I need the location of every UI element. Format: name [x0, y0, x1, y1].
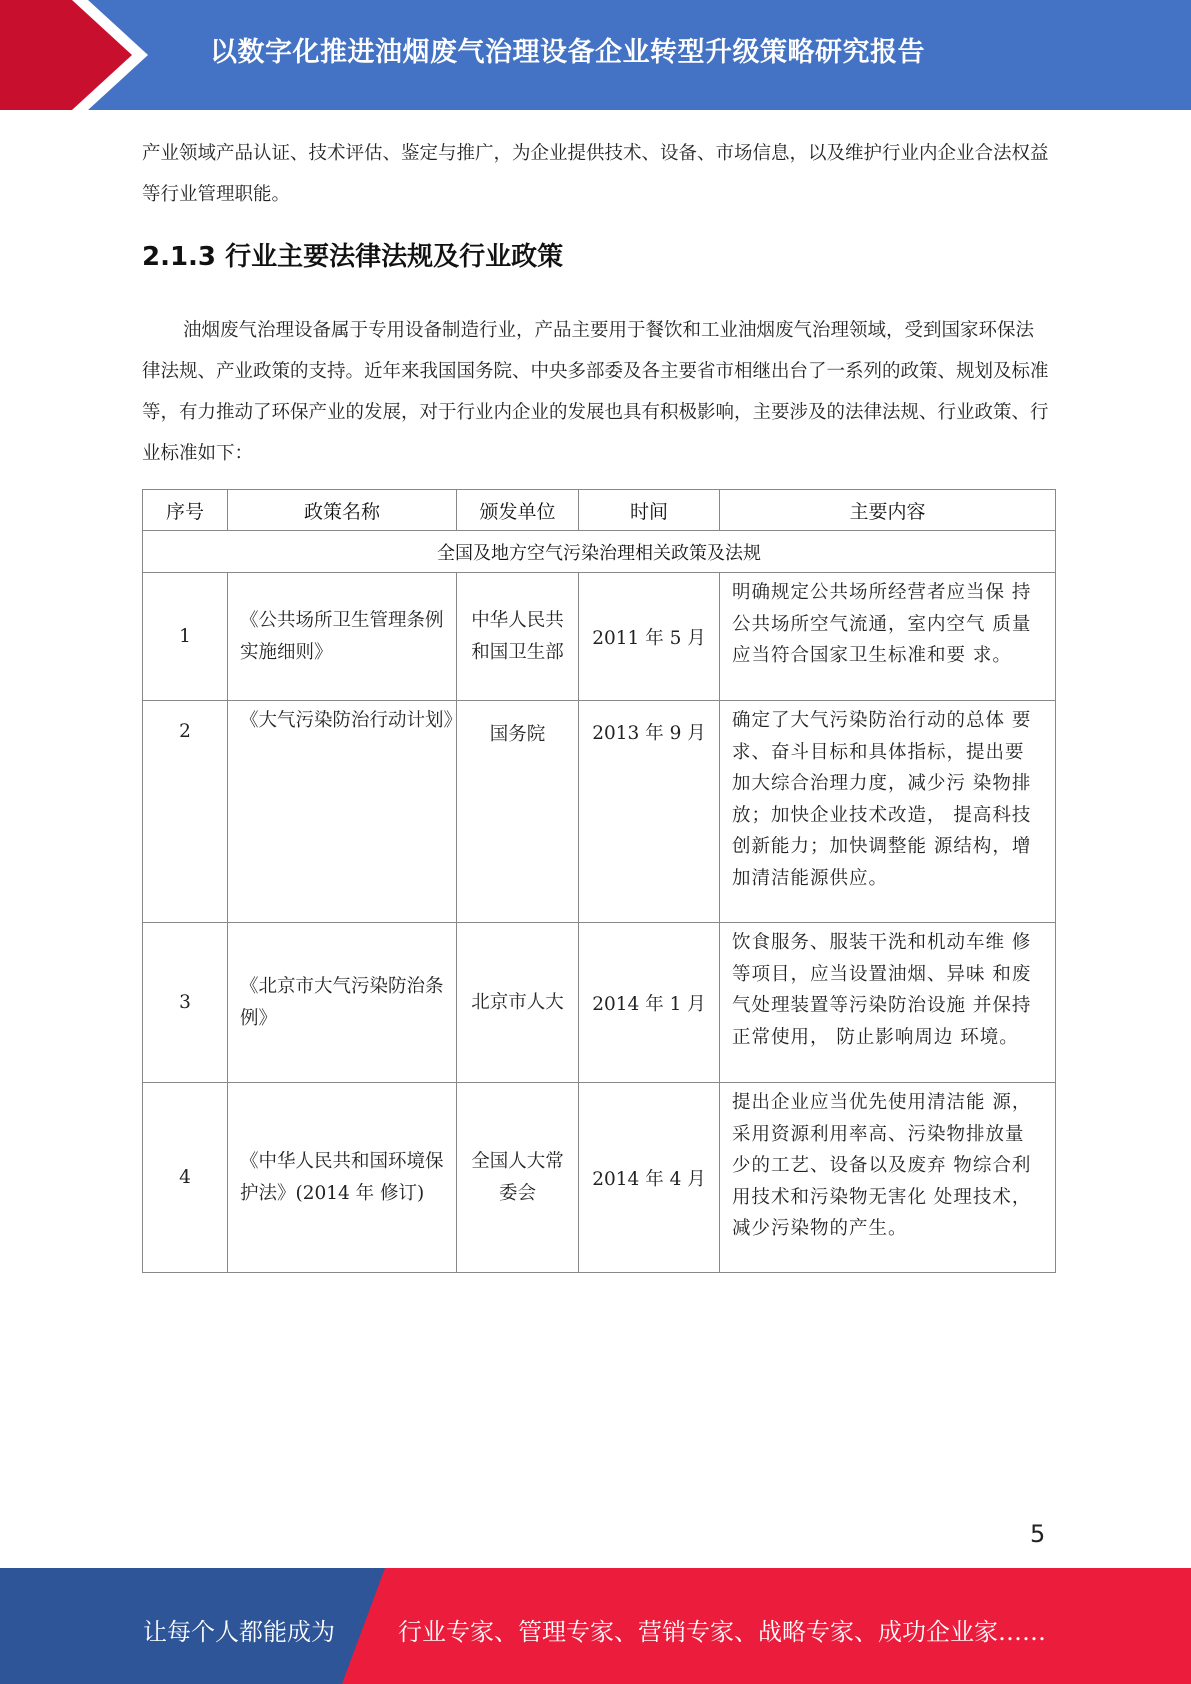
row-policy-name: 《北京市大气污染防治条例》 [228, 923, 457, 1083]
page-footer [0, 1568, 1191, 1684]
report-title: 以数字化推进油烟废气治理设备企业转型升级策略研究报告 [210, 37, 925, 68]
header-content: 主要内容 [720, 490, 1056, 531]
header-issuer: 颁发单位 [457, 490, 579, 531]
header-red-chevron [0, 0, 150, 110]
footer-slogan-right: 行业专家、管理专家、营销专家、战略专家、成功企业家…… [398, 1618, 1046, 1646]
table-group-row [143, 531, 1056, 573]
row-content: 提出企业应当优先使用清洁能 源，采用资源利用率高、污染物排放量少的工艺、设备以及废弃 物综合利用技术和污染物无害化 处理技术， 减少污染物的产生。 [720, 1083, 1056, 1273]
header-date: 时间 [579, 490, 720, 531]
row-policy-name: 《公共场所卫生管理条例实施细则》 [228, 573, 457, 701]
row-date: 2011 年 5 月 [579, 573, 720, 701]
row-issuer: 北京市人大 [457, 923, 579, 1083]
row-policy-name: 《中华人民共和国环境保护法》(2014 年 修订) [228, 1083, 457, 1273]
group-title: 全国及地方空气污染治理相关政策及法规 [143, 531, 1056, 573]
section-paragraph: 油烟废气治理设备属于专用设备制造行业，产品主要用于餐饮和工业油烟废气治理领域，受到国家环保法律法规、产业政策的支持。近年来我国国务院、中央多部委及各主要省市相继出台了一系列的政策、规划及标准等，有力推动了环保产业的发展，对于行业内企业的发展也具有积极影响，主要涉及的法律法规、行业政策、行业标准如下： [142, 320, 1049, 464]
row-date: 2013 年 9 月 [579, 701, 720, 923]
header-num: 序号 [143, 490, 228, 531]
row-num: 3 [143, 923, 228, 1083]
page-header [0, 0, 1191, 110]
row-content: 确定了大气污染防治行动的总体 要求、奋斗目标和具体指标，提出要加大综合治理力度，减少污 染物排放；加快企业技术改造， 提高科技创新能力；加快调整能 源结构，增加清洁能源供应。 [720, 701, 1056, 923]
row-issuer: 中华人民共和国卫生部 [457, 573, 579, 701]
table-row [143, 1083, 1056, 1273]
table-row [143, 573, 1056, 701]
row-date: 2014 年 1 月 [579, 923, 720, 1083]
row-num: 2 [143, 701, 228, 923]
row-issuer: 全国人大常委会 [457, 1083, 579, 1273]
intro-paragraph: 产业领域产品认证、技术评估、鉴定与推广，为企业提供技术、设备、市场信息，以及维护行业内企业合法权益等行业管理职能。 [142, 143, 1049, 205]
row-num: 4 [143, 1083, 228, 1273]
footer-slogan-left: 让每个人都能成为 [143, 1618, 335, 1646]
header-policy-name: 政策名称 [228, 490, 457, 531]
page-number: 5 [1030, 1520, 1046, 1548]
row-date: 2014 年 4 月 [579, 1083, 720, 1273]
row-content: 明确规定公共场所经营者应当保 持公共场所空气流通，室内空气 质量应当符合国家卫生标准和要 求。 [720, 573, 1056, 701]
table-header-row [143, 490, 1056, 531]
policy-table [142, 489, 1056, 1273]
table-row [143, 701, 1056, 923]
row-policy-name: 《大气污染防治行动计划》 [228, 701, 457, 923]
row-num: 1 [143, 573, 228, 701]
table-row [143, 923, 1056, 1083]
row-issuer: 国务院 [457, 701, 579, 923]
row-content: 饮食服务、服装干洗和机动车维 修等项目，应当设置油烟、异味 和废气处理装置等污染防治设施 并保持正常使用， 防止影响周边 环境。 [720, 923, 1056, 1083]
section-heading: 2.1.3 行业主要法律法规及行业政策 [142, 242, 564, 272]
